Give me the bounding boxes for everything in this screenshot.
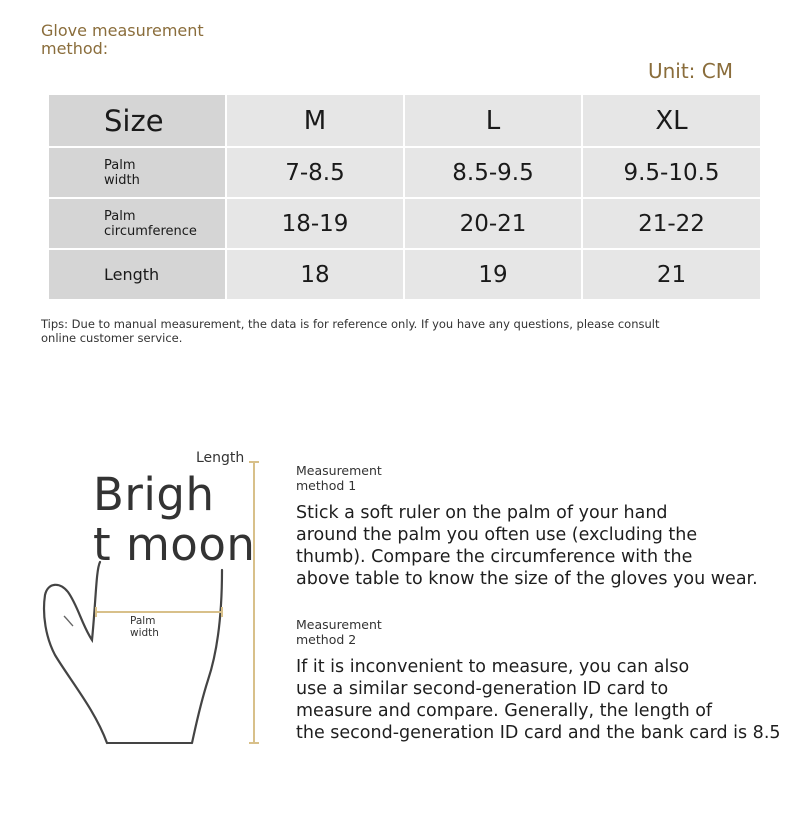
method-label-line: method 2 (296, 632, 357, 647)
hand-outline (44, 562, 222, 743)
header-xl: XL (582, 94, 761, 147)
method-1-text (296, 502, 776, 590)
table-cell: 21 (582, 249, 761, 300)
method-1-label (296, 463, 382, 493)
title-line-2: method: (41, 39, 109, 58)
palm-width-label (130, 615, 180, 639)
method-text-line: around the palm you often use (excluding the (296, 525, 698, 545)
method-2-text (296, 656, 800, 744)
unit-label: Unit: CM (647, 59, 733, 83)
header-m: M (226, 94, 404, 147)
row-label-line: circumference (104, 223, 197, 239)
method-text-line: above table to know the size of the gloves you wear. (296, 569, 758, 589)
table-row (48, 249, 761, 300)
table-row (48, 198, 761, 249)
tips-line-1: Tips: Due to manual measurement, the data is for reference only. If you have any questions, please consult (41, 317, 660, 331)
header-l: L (404, 94, 582, 147)
row-label-length: Length (48, 249, 226, 300)
method-text-line: Stick a soft ruler on the palm of your hand (296, 503, 668, 523)
method-text-line: If it is inconvenient to measure, you can also (296, 657, 690, 677)
table-cell: 8.5-9.5 (404, 147, 582, 198)
size-table (47, 93, 762, 301)
table-cell: 9.5-10.5 (582, 147, 761, 198)
method-label-line: method 1 (296, 478, 357, 493)
method-label-line: Measurement (296, 463, 382, 478)
length-label: Length (196, 450, 245, 466)
table-row (48, 147, 761, 198)
page-title (41, 22, 261, 58)
brand-line-2: t moon (93, 518, 256, 571)
brand-watermark (93, 470, 255, 570)
table-cell: 20-21 (404, 198, 582, 249)
method-text-line: thumb). Compare the circumference with the (296, 547, 693, 567)
title-line-1: Glove measurement (41, 21, 204, 40)
row-label-line: Palm (104, 208, 136, 224)
tips-line-2: online customer service. (41, 331, 183, 345)
table-header-row (48, 94, 761, 147)
row-label-palm-circumference (48, 198, 226, 249)
row-label-line: width (104, 172, 140, 188)
method-label-line: Measurement (296, 617, 382, 632)
thumb-crease (64, 616, 73, 626)
method-text-line: measure and compare. Generally, the length of (296, 701, 713, 721)
table-cell: 21-22 (582, 198, 761, 249)
method-text-line: use a similar second-generation ID card to (296, 679, 669, 699)
method-2-label (296, 617, 382, 647)
table-cell: 7-8.5 (226, 147, 404, 198)
method-text-line: the second-generation ID card and the bank card is 8.5 (296, 723, 781, 743)
table-cell: 18 (226, 249, 404, 300)
tips-note (41, 317, 661, 345)
palm-label-line: width (130, 627, 159, 639)
brand-line-1: Brigh (93, 468, 215, 521)
header-size: Size (48, 94, 226, 147)
row-label-palm-width (48, 147, 226, 198)
table-cell: 19 (404, 249, 582, 300)
palm-label-line: Palm (130, 615, 156, 627)
table-cell: 18-19 (226, 198, 404, 249)
row-label-line: Palm (104, 157, 136, 173)
